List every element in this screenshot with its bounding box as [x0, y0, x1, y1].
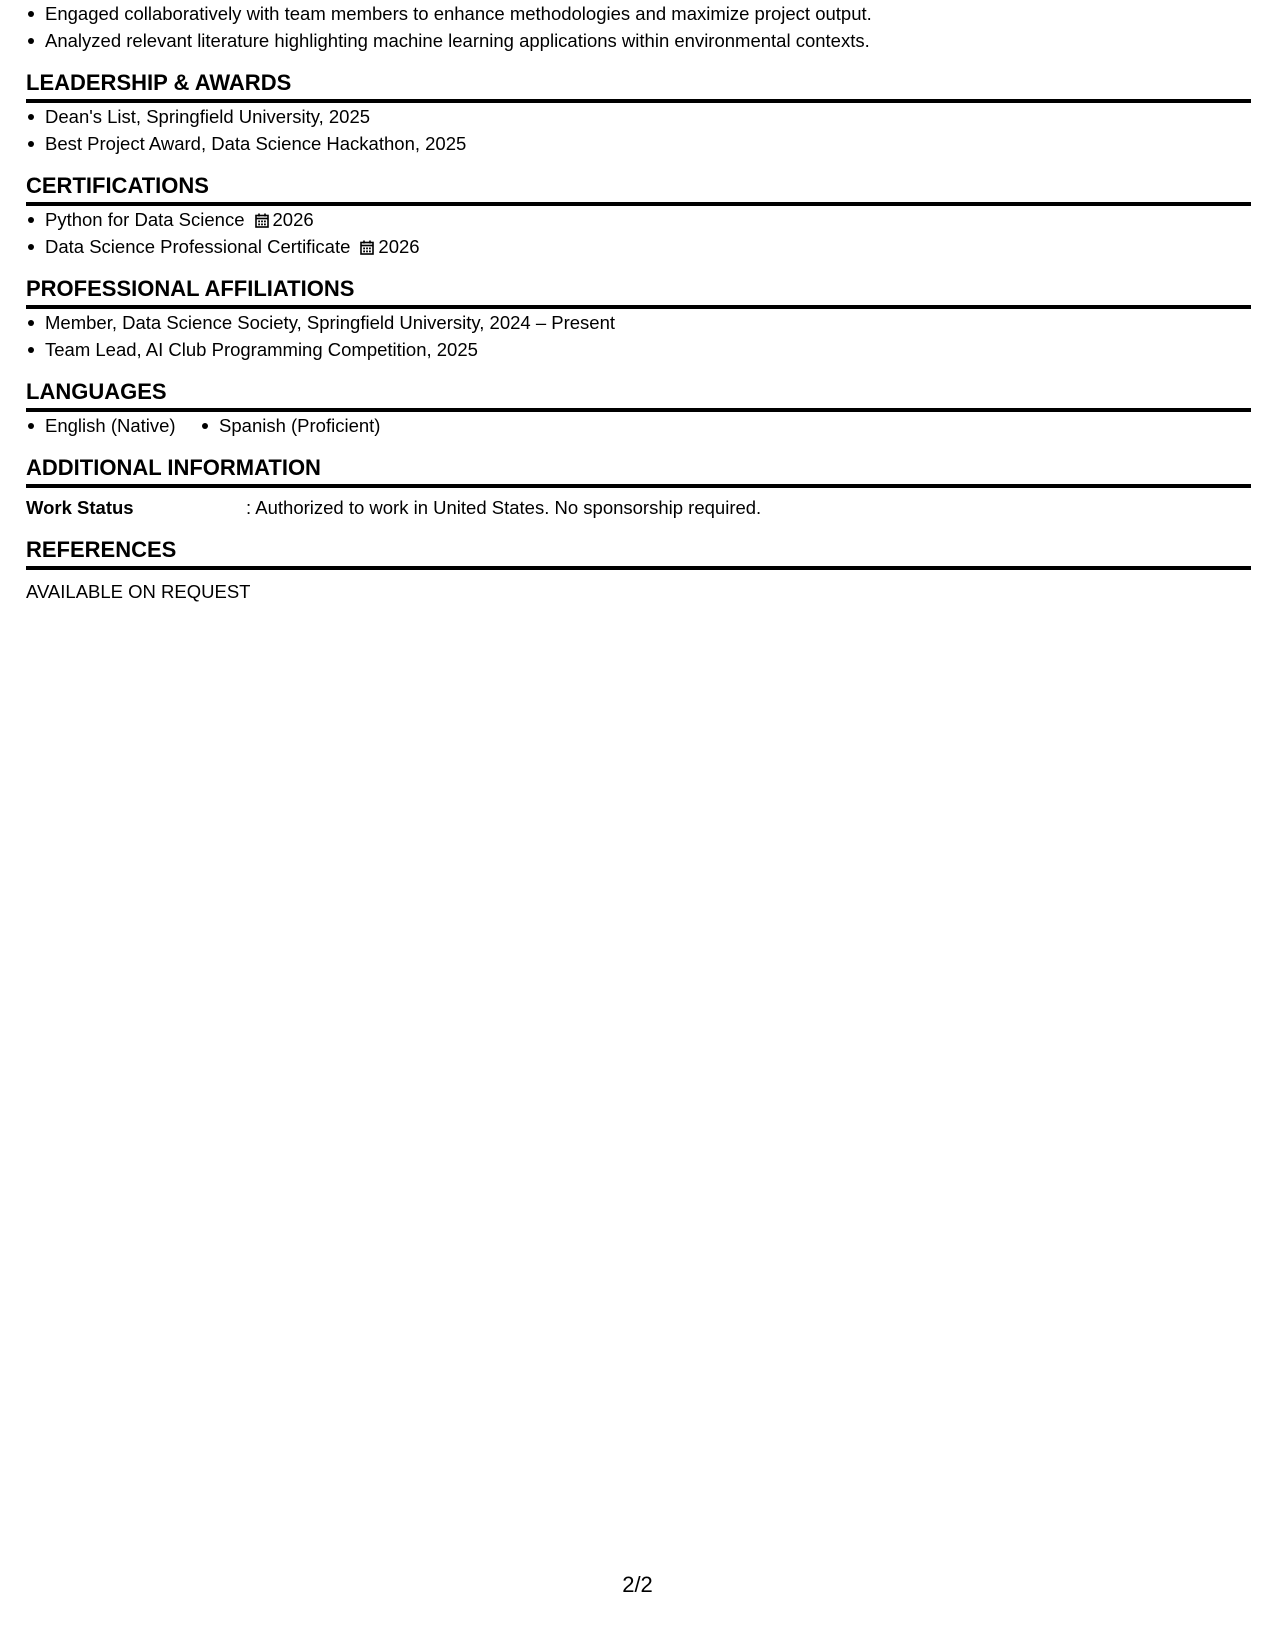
work-status-label: Work Status	[26, 497, 134, 518]
certification-year: 2026	[272, 209, 314, 230]
leadership-list	[26, 103, 1251, 157]
resume-page	[26, 0, 1251, 605]
affiliations-list	[26, 309, 1251, 363]
section-title-leadership: LEADERSHIP & AWARDS	[26, 70, 1251, 103]
certification-name: Data Science Professional Certificate	[45, 236, 351, 257]
languages-list	[26, 412, 1251, 439]
page-number: 2/2	[622, 1572, 653, 1597]
certification-name: Python for Data Science	[45, 209, 245, 230]
section-title-references: REFERENCES	[26, 537, 1251, 570]
calendar-icon	[255, 213, 269, 228]
section-title-affiliations: PROFESSIONAL AFFILIATIONS	[26, 276, 1251, 309]
list-item: Spanish (Proficient)	[200, 412, 380, 439]
certifications-list	[26, 206, 1251, 260]
list-item: Team Lead, AI Club Programming Competition, 2025	[26, 336, 1251, 363]
section-title-certifications: CERTIFICATIONS	[26, 173, 1251, 206]
list-item	[26, 233, 1251, 260]
work-status-row	[26, 494, 1251, 521]
list-item: Member, Data Science Society, Springfield University, 2024 – Present	[26, 309, 1251, 336]
section-title-languages: LANGUAGES	[26, 379, 1251, 412]
list-item: Dean's List, Springfield University, 2025	[26, 103, 1251, 130]
list-item: Best Project Award, Data Science Hackathon, 2025	[26, 130, 1251, 157]
list-item: Engaged collaboratively with team members to enhance methodologies and maximize project output.	[26, 0, 1251, 27]
references-text: AVAILABLE ON REQUEST	[26, 581, 251, 602]
section-title-additional-information: ADDITIONAL INFORMATION	[26, 455, 1251, 488]
list-item: English (Native)	[26, 412, 176, 439]
experience-bullets	[26, 0, 1251, 54]
list-item	[26, 206, 1251, 233]
list-item: Analyzed relevant literature highlighting machine learning applications within environmental contexts.	[26, 27, 1251, 54]
certification-year: 2026	[378, 236, 420, 257]
work-status-value: : Authorized to work in United States. No sponsorship required.	[246, 497, 762, 518]
calendar-icon	[360, 240, 374, 255]
